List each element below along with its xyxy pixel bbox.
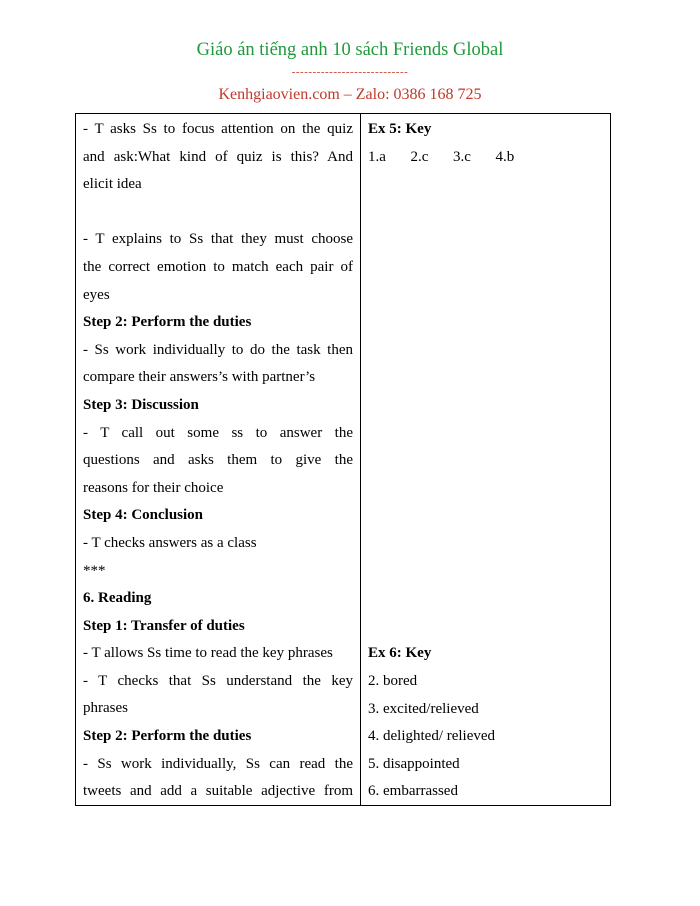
- header-title: Giáo án tiếng anh 10 sách Friends Global: [196, 40, 504, 60]
- teacher-activities-column: [83, 116, 353, 806]
- text-line: - Ss work individually to do the task then: [83, 341, 353, 358]
- text-line: - T asks Ss to focus attention on the quiz: [83, 121, 353, 137]
- page-header: [0, 38, 700, 106]
- ex6-answer: 3. excited/relieved: [368, 700, 479, 717]
- text-line: reasons for their choice: [83, 479, 224, 496]
- ex5-answer: 3.c: [453, 148, 471, 165]
- text-line: elicit idea: [83, 176, 142, 193]
- text-line: eyes: [83, 286, 110, 303]
- text-line: - T allows Ss time to read the key phrases: [83, 645, 333, 662]
- ex6-answer: 5. disappointed: [368, 755, 460, 772]
- answer-keys-column: [368, 116, 604, 806]
- header-divider: ----------------------------: [291, 66, 409, 78]
- separator-stars: ***: [83, 562, 106, 579]
- lesson-table: [75, 113, 611, 806]
- section-heading: 6. Reading: [83, 590, 152, 607]
- ex5-answer: 1.a: [368, 148, 386, 165]
- step-heading: Step 2: Perform the duties: [83, 728, 252, 745]
- ex5-key-title: Ex 5: Key: [368, 121, 432, 137]
- ex5-key-answers: [368, 144, 604, 172]
- text-line: tweets and add a suitable adjective from: [83, 783, 353, 800]
- text-line: questions and asks them to give the: [83, 452, 353, 469]
- ex5-answer: 4.b: [495, 148, 515, 165]
- text-line: - T checks that Ss understand the key: [83, 672, 353, 689]
- text-line: - Ss work individually, Ss can read the: [83, 755, 353, 772]
- step-heading: Step 1: Transfer of duties: [83, 617, 245, 634]
- text-line: and ask:What kind of quiz is this? And: [83, 148, 353, 165]
- ex6-answer: 2. bored: [368, 672, 418, 689]
- text-line: compare their answers’s with partner’s: [83, 369, 316, 386]
- step-heading: Step 3: Discussion: [83, 396, 199, 413]
- ex6-answer: 4. delighted/ relieved: [368, 728, 496, 745]
- column-divider: [360, 114, 361, 805]
- text-line: the correct emotion to match each pair of: [83, 258, 353, 275]
- blank-line: [83, 199, 353, 227]
- ex6-key-title: Ex 6: Key: [368, 645, 432, 662]
- text-line: - T call out some ss to answer the: [83, 424, 353, 441]
- step-heading: Step 2: Perform the duties: [83, 314, 252, 331]
- spacer: [368, 171, 604, 640]
- text-line: - T explains to Ss that they must choose: [83, 231, 353, 248]
- header-contact: Kenhgiaovien.com – Zalo: 0386 168 725: [218, 86, 482, 103]
- text-line: - T checks answers as a class: [83, 534, 257, 551]
- text-line: phrases: [83, 700, 128, 717]
- ex6-answer: 6. embarrassed: [368, 783, 458, 800]
- ex5-answer: 2.c: [410, 148, 429, 165]
- step-heading: Step 4: Conclusion: [83, 507, 204, 524]
